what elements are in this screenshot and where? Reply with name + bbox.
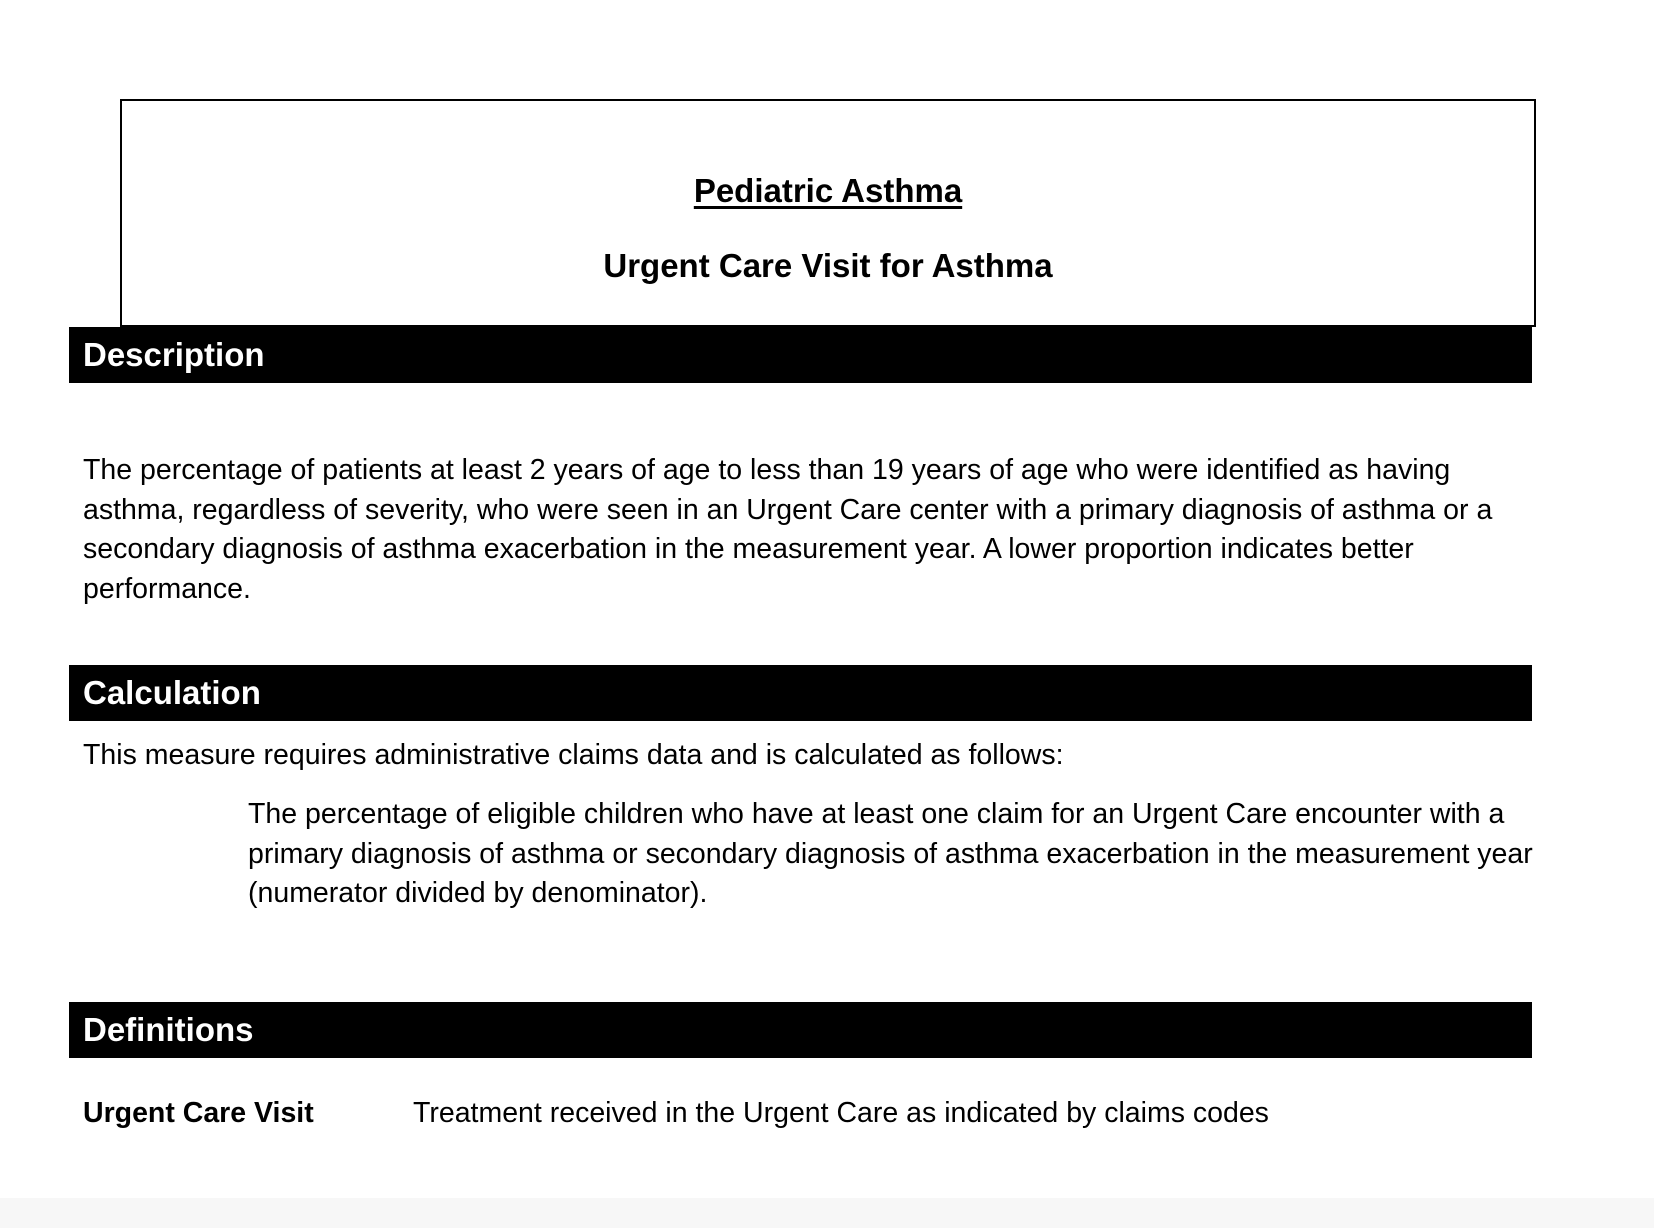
page-bottom-edge (0, 1198, 1654, 1228)
section-heading-description: Description (69, 327, 1532, 383)
section-heading-definitions: Definitions (69, 1002, 1532, 1058)
calculation-formula: The percentage of eligible children who have at least one claim for an Urgent Care encounter with a primary diagnosis of asthma or secondary diagnosis of asthma exacerbation in the measurement year (numerator divided by denominator). (248, 798, 1533, 909)
document-title: Pediatric Asthma (693, 172, 963, 209)
definition-term: Urgent Care Visit (83, 1097, 314, 1129)
document-subtitle: Urgent Care Visit for Asthma (603, 247, 1053, 284)
description-text: The percentage of patients at least 2 years of age to less than 19 years of age who were identified as having asthma, regardless of severity, who were seen in an Urgent Care center with a primary diagnosis of asthma or a secondary diagnosis of asthma exacerbation in the measurement year. A lower proportion indicates better performance. (83, 454, 1493, 605)
calculation-intro: This measure requires administrative claims data and is calculated as follows: (83, 739, 1064, 771)
section-heading-calculation: Calculation (69, 665, 1532, 721)
title-box (120, 99, 1536, 327)
definition-text: Treatment received in the Urgent Care as indicated by claims codes (413, 1097, 1269, 1129)
